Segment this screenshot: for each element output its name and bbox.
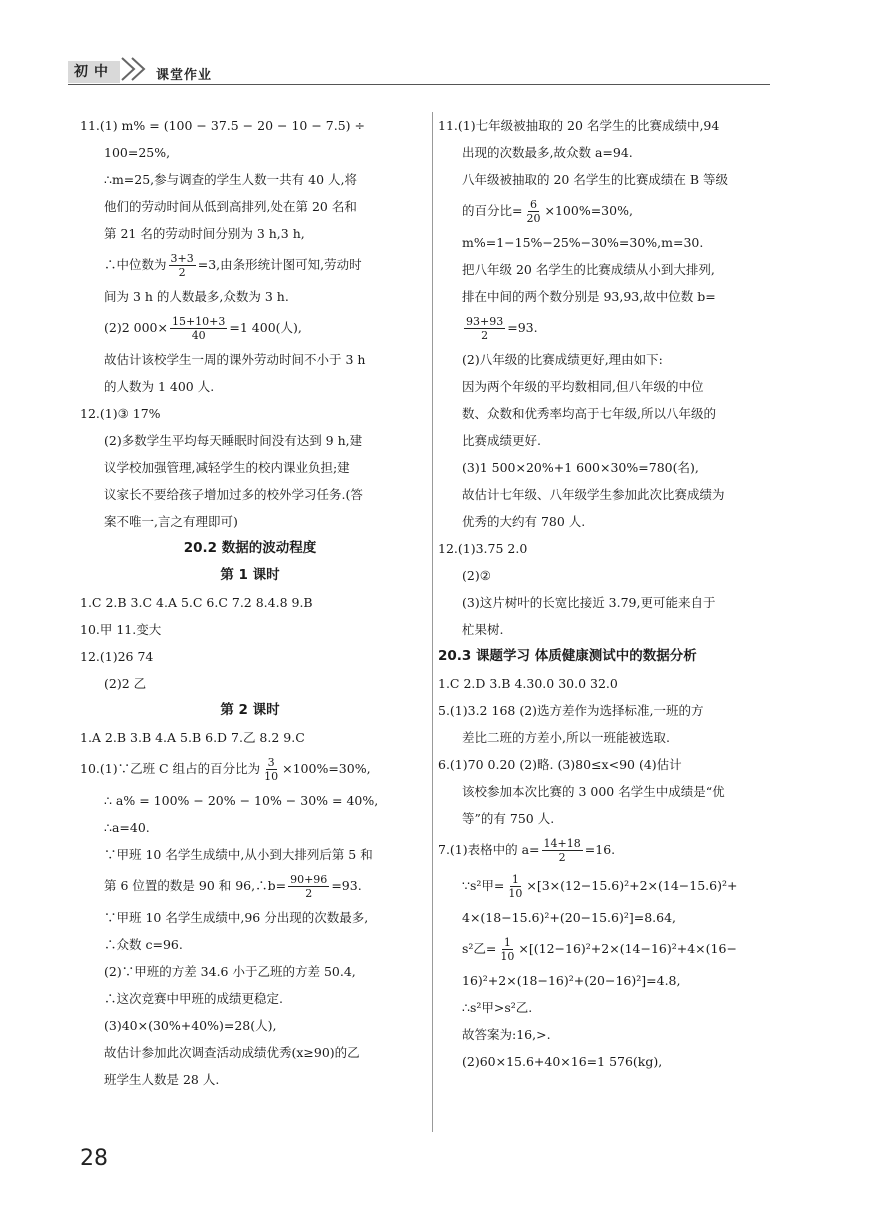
answer-line: 11.(1) m% = (100 − 37.5 − 20 − 10 − 7.5) ÷ [80,118,365,133]
answer-line: 他们的劳动时间从低到高排列,处在第 20 名和 [104,199,357,214]
answer-line: (2)∵甲班的方差 34.6 小于乙班的方差 50.4, [104,964,356,979]
answer-line: m%=1−15%−25%−30%=30%,m=30. [462,235,704,250]
grade-label: 初中 [68,61,120,83]
denominator: 10 [508,887,523,900]
text: ×100%=30%, [544,203,633,218]
answer-line: 八年级被抽取的 20 名学生的比赛成绩在 B 等级 [462,172,728,187]
answer-line: (2)60×15.6+40×16=1 576(kg), [462,1054,663,1069]
answer-line: 故估计七年级、八年级学生参加此次比赛成绩为 [462,487,725,502]
answer-line: ∴a=40. [104,820,150,835]
lesson-heading: 第 1 课时 [220,567,280,583]
fraction [288,873,329,900]
answer-line: 的人数为 1 400 人. [104,379,215,394]
fraction [170,315,227,342]
denominator: 20 [526,212,541,225]
text: ∴中位数为 [104,257,167,272]
answer-line: 12.(1)26 74 [80,649,154,664]
answer-line: 1.C 2.B 3.C 4.A 5.C 6.C 7.2 8.4.8 9.B [80,595,313,610]
answer-line: 故答案为:16,>. [462,1027,551,1042]
answer-line: 把八年级 20 名学生的比赛成绩从小到大排列, [462,262,715,277]
answer-line: 6.(1)70 0.20 (2)略. (3)80≤x<90 (4)估计 [438,757,682,772]
answer-line-fraction [438,832,772,868]
answer-line-fraction [80,751,420,787]
answer-line: ∴m=25,参与调查的学生人数一共有 40 人,将 [104,172,357,187]
answer-line: (2)八年级的比赛成绩更好,理由如下: [462,352,663,367]
series-title: 课堂作业 [156,68,213,83]
answer-line: 间为 3 h 的人数最多,众数为 3 h. [104,289,289,304]
answer-line: 因为两个年级的平均数相同,但八年级的中位 [462,379,704,394]
answer-line: 100=25%, [104,145,171,160]
answer-line: ∴这次竞赛中甲班的成绩更稳定. [104,991,283,1006]
denominator: 2 [481,329,489,342]
answer-line: 1.C 2.D 3.B 4.30.0 30.0 32.0 [438,676,618,691]
answer-line: 1.A 2.B 3.B 4.A 5.B 6.D 7.乙 8.2 9.C [80,730,305,745]
lesson-heading: 第 2 课时 [220,702,280,718]
text: 7.(1)表格中的 a= [438,842,540,857]
left-column [80,112,420,1093]
numerator: 1 [511,873,519,886]
text: =93. [507,320,538,335]
answer-line: 比赛成绩更好. [462,433,541,448]
answer-line: ∴ a% = 100% − 20% − 10% − 30% = 40%, [104,793,379,808]
text: =93. [331,878,362,893]
answer-line: 等”的有 750 人. [462,811,555,826]
answer-line: 班学生人数是 28 人. [104,1072,220,1087]
text: 的百分比= [462,203,523,218]
section-heading: 20.2 数据的波动程度 [183,540,317,556]
numerator: 3+3 [170,252,194,265]
answer-line: (2)多数学生平均每天睡眠时间没有达到 9 h,建 [104,433,363,448]
answer-line: 排在中间的两个数分别是 93,93,故中位数 b= [462,289,716,304]
answer-line-fraction [438,868,772,904]
text: ×100%=30%, [282,761,371,776]
answer-line: 故估计参加此次调查活动成绩优秀(x≥90)的乙 [104,1045,360,1060]
fraction [262,756,280,783]
answer-line-fraction [80,310,420,346]
answer-line: 10.甲 11.变大 [80,622,162,637]
answer-line: 案不唯一,言之有理即可) [104,514,238,529]
text: s²乙= [462,941,497,956]
text: =1 400(人), [229,320,302,335]
section-heading: 20.3 课题学习 体质健康测试中的数据分析 [438,648,697,664]
right-column [438,112,772,1075]
answer-line: 16)²+2×(18−16)²+(20−16)²]=4.8, [462,973,681,988]
text: ×[(12−16)²+2×(14−16)²+4×(16− [518,941,737,956]
answer-line: 故估计该校学生一周的课外劳动时间不小于 3 h [104,352,366,367]
fraction [524,198,542,225]
denominator: 10 [500,950,515,963]
page-header [68,54,770,86]
header-rule [68,84,770,85]
answer-line: (3)40×(30%+40%)=28(人), [104,1018,277,1033]
answer-line: ∵甲班 10 名学生成绩中,96 分出现的次数最多, [104,910,369,925]
answer-line: 5.(1)3.2 168 (2)选方差作为选择标准,一班的方 [438,703,704,718]
text: ∵s²甲= [462,878,505,893]
answer-line: 数、众数和优秀率均高于七年级,所以八年级的 [462,406,716,421]
answer-line-fraction [438,931,772,967]
numerator: 14+18 [543,837,581,850]
answer-line: (2)2 乙 [104,676,147,691]
page-number: 28 [80,1146,108,1171]
numerator: 93+93 [466,315,504,328]
fraction [169,252,196,279]
answer-line-fraction [438,193,772,229]
fraction [506,873,524,900]
answer-line: ∴众数 c=96. [104,937,183,952]
answer-line: ∵甲班 10 名学生成绩中,从小到大排列后第 5 和 [104,847,373,862]
answer-line: (3)这片树叶的长宽比接近 3.79,更可能来自于 [462,595,716,610]
text: 第 6 位置的数是 90 和 96,∴b= [104,878,287,893]
denominator: 40 [191,329,206,342]
answer-line: 差比二班的方差小,所以一班能被选取. [462,730,670,745]
answer-line: 出现的次数最多,故众数 a=94. [462,145,633,160]
answer-line: 议家长不要给孩子增加过多的校外学习任务.(答 [104,487,363,502]
answer-line: 11.(1)七年级被抽取的 20 名学生的比赛成绩中,94 [438,118,720,133]
numerator: 90+96 [290,873,328,886]
answer-line: ∴s²甲>s²乙. [462,1000,533,1015]
denominator: 2 [305,887,313,900]
text: ×[3×(12−15.6)²+2×(14−15.6)²+ [526,878,738,893]
fraction [498,936,516,963]
answer-line: 优秀的大约有 780 人. [462,514,586,529]
answer-line: 第 21 名的劳动时间分别为 3 h,3 h, [104,226,305,241]
denominator: 2 [558,851,566,864]
fraction [542,837,583,864]
column-divider [432,112,433,1132]
answer-line: 杧果树. [462,622,504,637]
text: =3,由条形统计图可知,劳动时 [197,257,362,272]
answer-line-fraction [438,310,772,346]
answer-line: 12.(1)③ 17% [80,406,161,421]
denominator: 2 [178,266,186,279]
answer-line: 该校参加本次比赛的 3 000 名学生中成绩是“优 [462,784,725,799]
double-chevron-icon [118,54,156,84]
fraction [464,315,505,342]
answer-line: (2)② [462,568,491,583]
numerator: 3 [267,756,275,769]
numerator: 15+10+3 [171,315,226,328]
numerator: 6 [529,198,537,211]
answer-line: (3)1 500×20%+1 600×30%=780(名), [462,460,699,475]
answer-line: 议学校加强管理,减轻学生的校内课业负担;建 [104,460,350,475]
answer-line-fraction [80,247,420,283]
text: 10.(1)∵乙班 C 组占的百分比为 [80,761,261,776]
numerator: 1 [503,936,511,949]
denominator: 10 [264,770,279,783]
text: (2)2 000× [104,320,168,335]
answer-line: 4×(18−15.6)²+(20−15.6)²]=8.64, [462,910,677,925]
answer-line: 12.(1)3.75 2.0 [438,541,528,556]
text: =16. [584,842,616,857]
answer-line-fraction [80,868,420,904]
